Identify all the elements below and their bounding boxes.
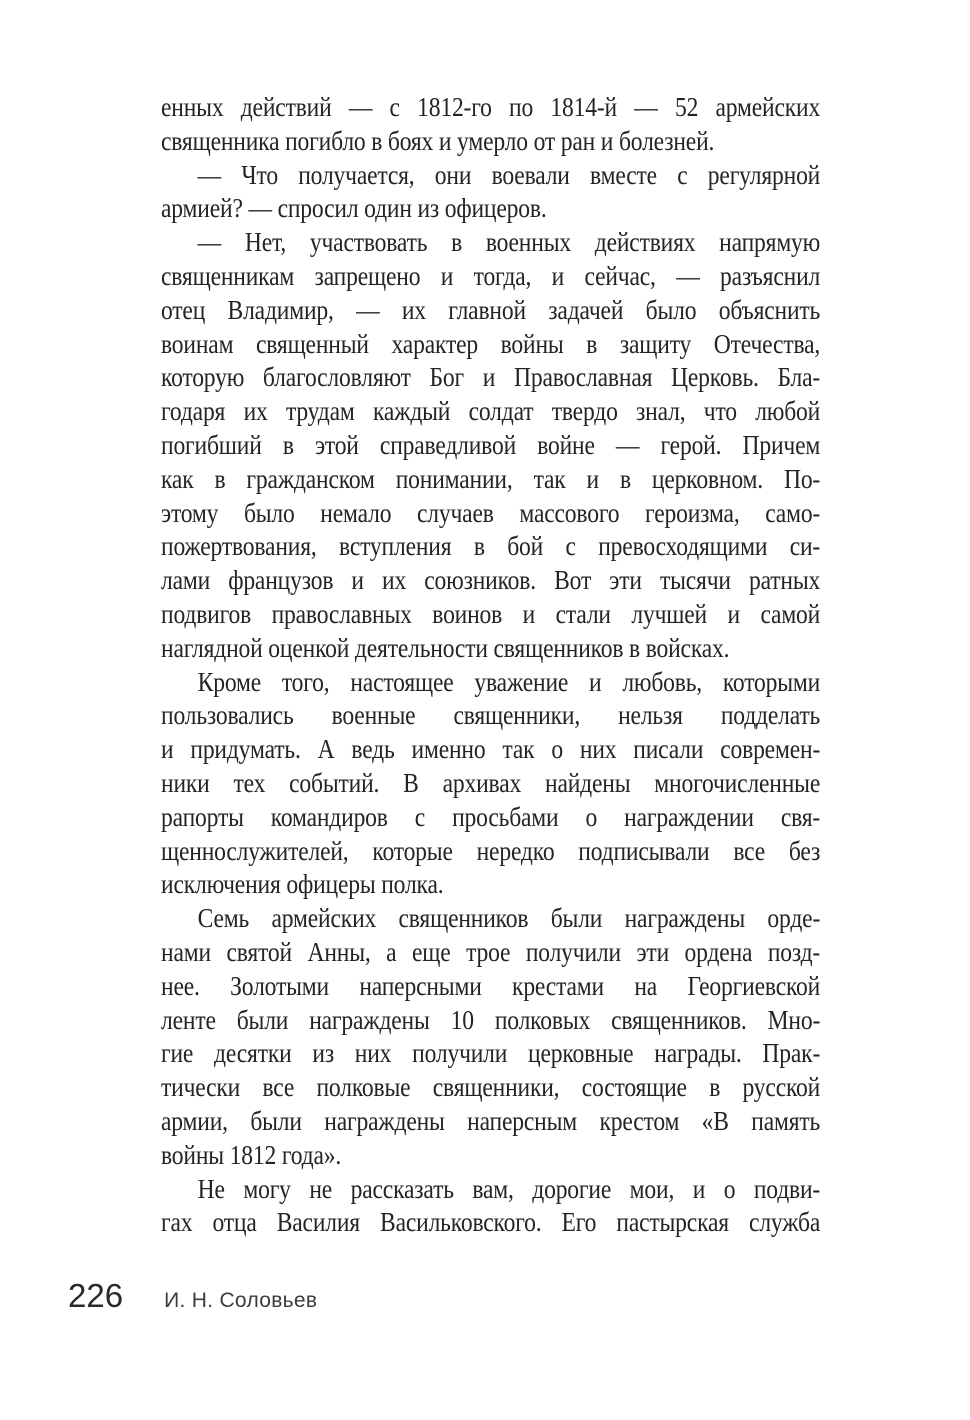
text-line: щеннослужителей, которые нередко подписывали все без <box>161 835 821 866</box>
page-footer <box>68 1279 317 1312</box>
text-line: и придумать. А ведь именно так о них писали современ- <box>161 734 821 765</box>
text-line: которую благословляют Бог и Православная Церковь. Бла- <box>161 362 821 393</box>
text-line: армией? — спросил один из офицеров. <box>161 193 547 224</box>
text-line: ленте были награждены 10 полковых священников. Мно- <box>161 1004 821 1035</box>
text-line: священника погибло в боях и умерло от ран и болезней. <box>161 125 715 156</box>
text-line: армии, были награждены наперсным крестом «В память <box>161 1105 821 1136</box>
text-line: наглядной оценкой деятельности священников в войсках. <box>161 632 730 663</box>
text-line: подвигов православных воинов и стали лучшей и самой <box>161 598 821 629</box>
text-line: нее. Золотыми наперсными крестами на Георгиевской <box>161 970 821 1001</box>
text-line: ники тех событий. В архивах найдены многочисленные <box>161 767 821 798</box>
text-line: отец Владимир, — их главной задачей было объяснить <box>161 294 821 325</box>
text-line: Семь армейских священников были награждены орде- <box>197 903 821 934</box>
text-line: священникам запрещено и тогда, и сейчас, — разъяснил <box>161 260 821 291</box>
text-line: — Что получается, они воевали вместе с регулярной <box>197 159 821 190</box>
text-line: войны 1812 года». <box>161 1139 342 1170</box>
text-line: исключения офицеры полка. <box>161 869 444 900</box>
text-line: — Нет, участвовать в военных действиях напрямую <box>197 227 821 258</box>
text-line: енных действий — с 1812-го по 1814-й — 52 армейских <box>161 92 821 122</box>
text-line: гие десятки из них получили церковные награды. Прак- <box>161 1038 821 1069</box>
text-line: погибший в этой справедливой войне — герой. Причем <box>161 429 821 460</box>
text-line: лами французов и их союзников. Вот эти тысячи ратных <box>161 565 821 596</box>
text-line: воинам священный характер войны в защиту Отечества, <box>161 328 821 359</box>
text-line: как в гражданском понимании, так и в церковном. По- <box>161 463 821 494</box>
text-line: тически все полковые священники, состоящие в русской <box>161 1072 821 1103</box>
text-line: пожертвования, вступления в бой с превосходящими си- <box>161 531 821 562</box>
running-author: И. Н. Соловьев <box>164 1289 318 1312</box>
text-line: годаря их трудам каждый солдат твердо знал, что любой <box>161 396 821 427</box>
text-line: этому было немало случаев массового героизма, само- <box>161 497 821 528</box>
body-text-column <box>161 91 820 1240</box>
text-line: гах отца Василия Васильковского. Его пастырская служба <box>161 1207 821 1238</box>
text-line: рапорты командиров с просьбами о награждении свя- <box>161 801 821 832</box>
text-line: пользовались военные священники, нельзя подделать <box>161 700 821 731</box>
page-number: 226 <box>68 1277 124 1314</box>
text-line: нами святой Анны, а еще трое получили эти ордена позд- <box>161 936 821 967</box>
text-line: Не могу не рассказать вам, дорогие мои, и о подви- <box>197 1173 821 1204</box>
text-line: Кроме того, настоящее уважение и любовь, которыми <box>197 666 821 697</box>
